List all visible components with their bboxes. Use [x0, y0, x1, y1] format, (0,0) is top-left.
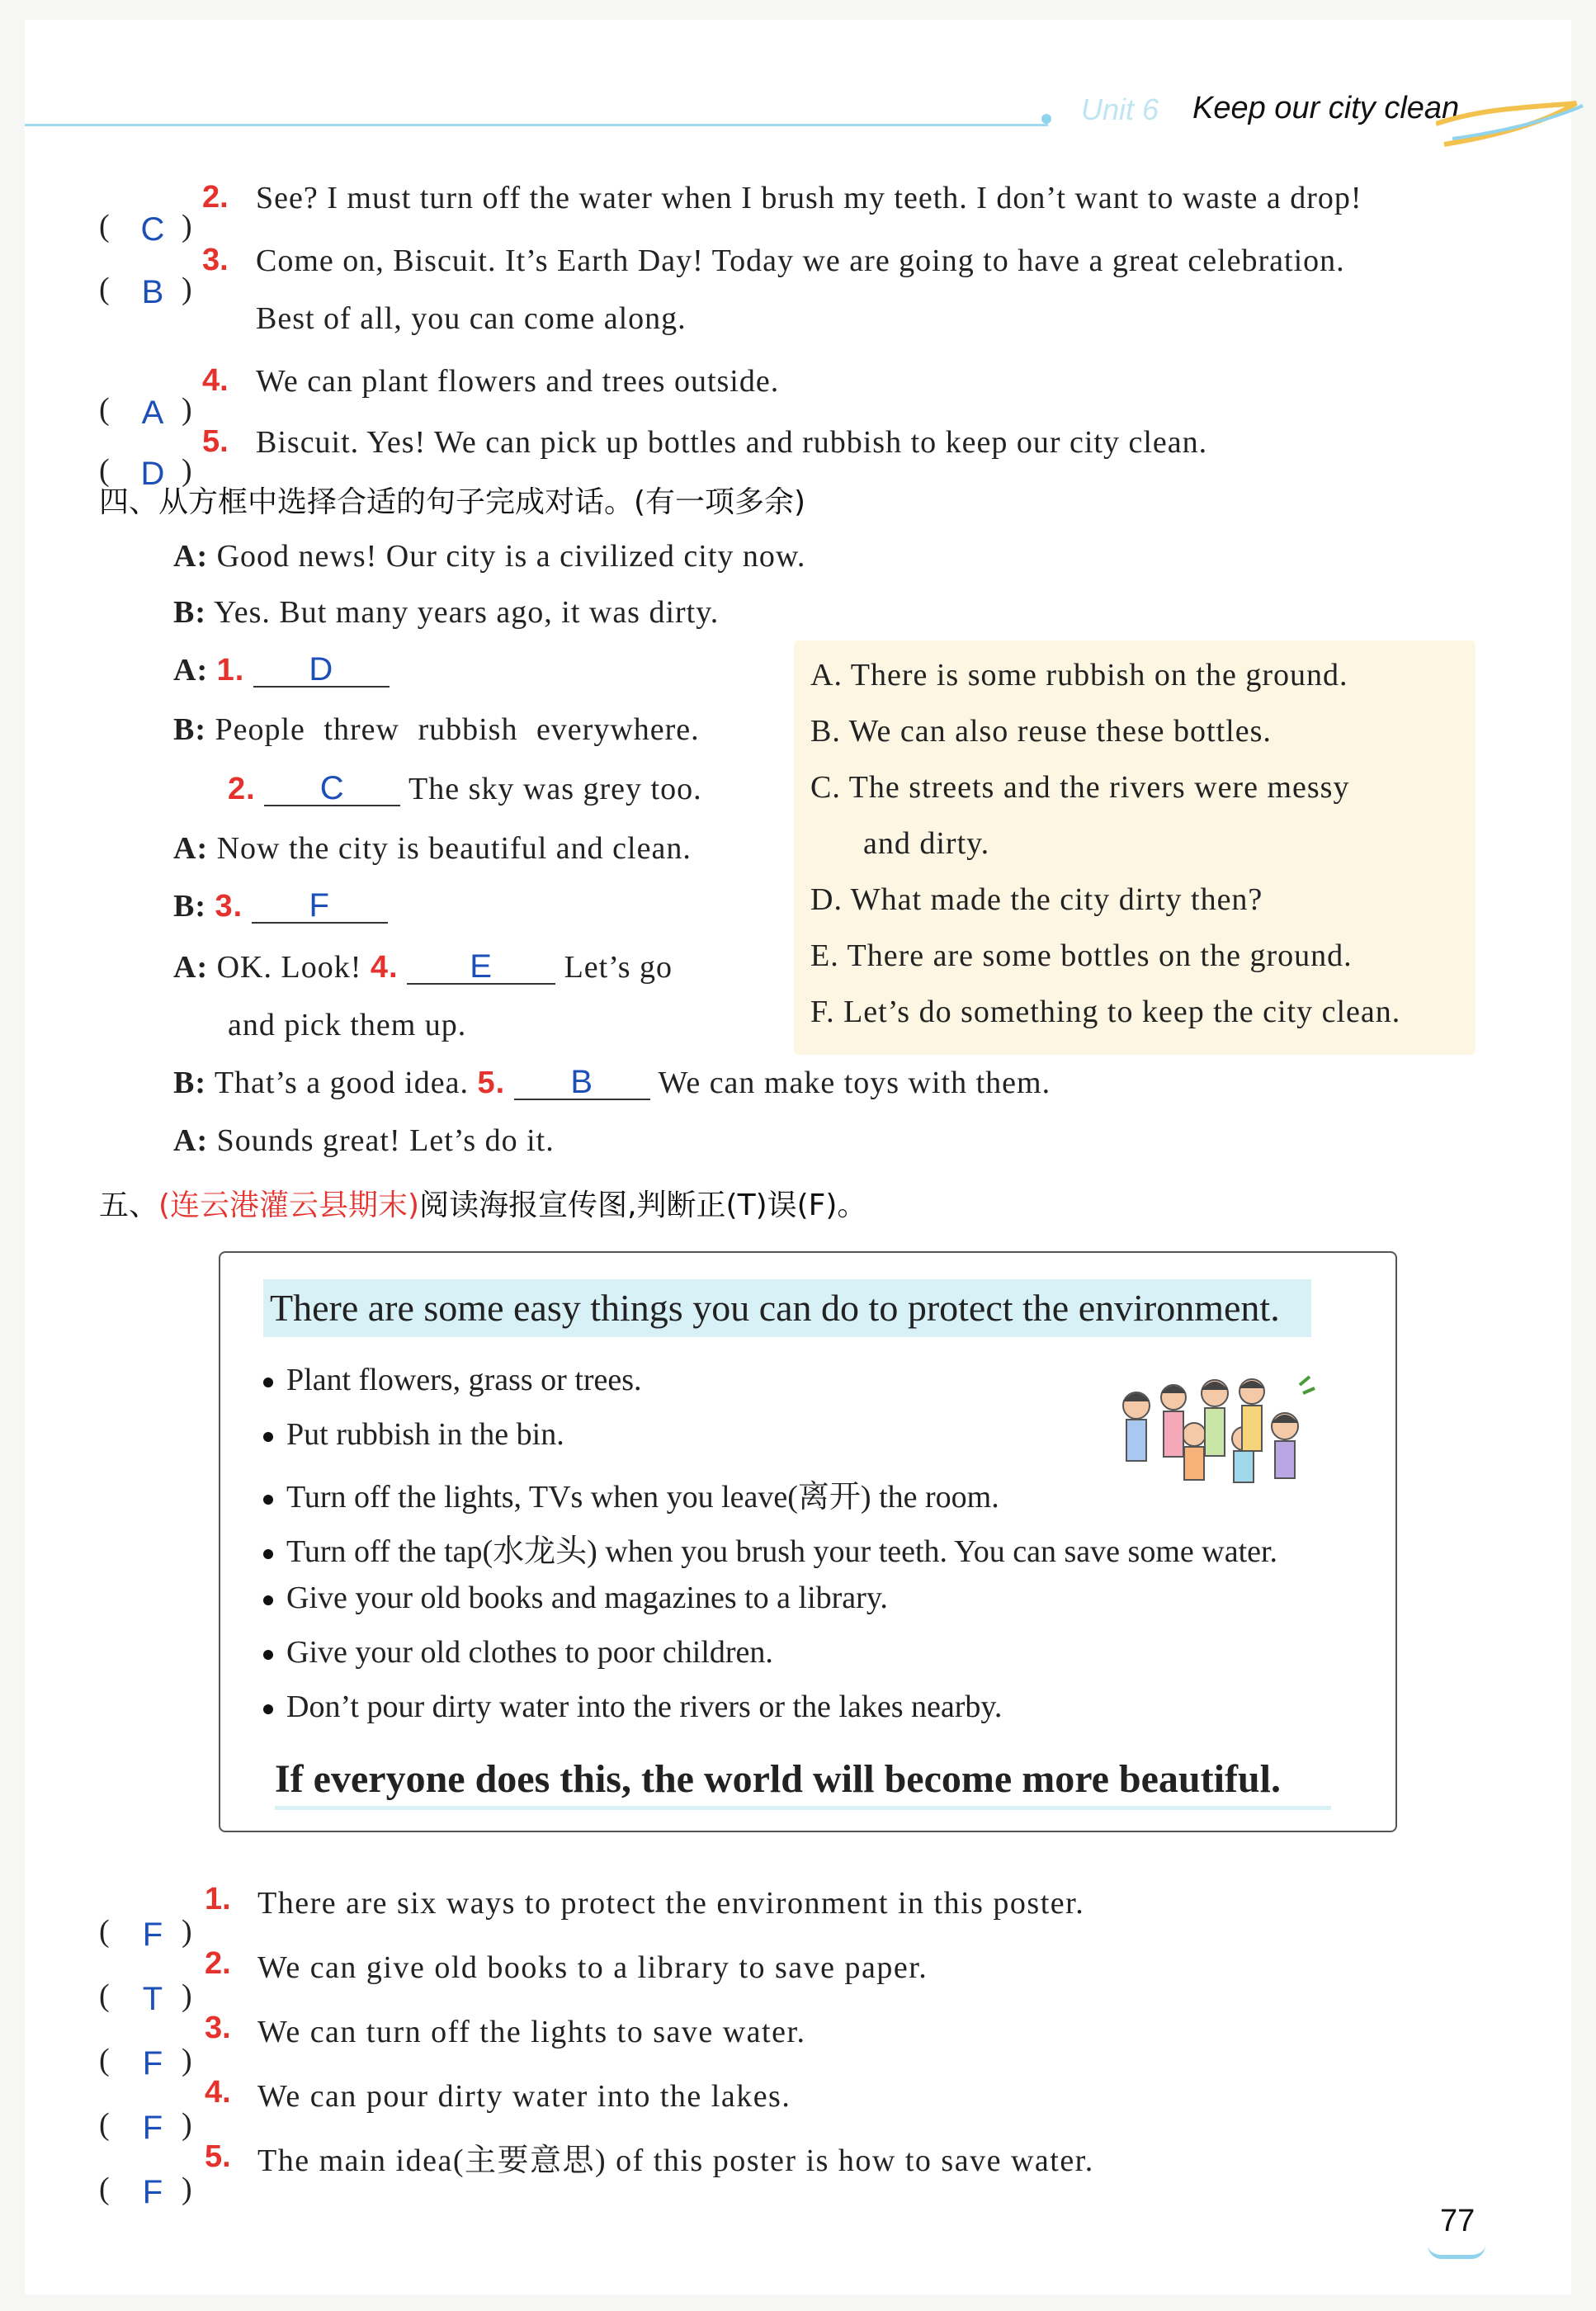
answer-mark: F [142, 1916, 163, 1953]
dialogue-line [173, 1065, 1051, 1101]
dialogue-line [173, 1122, 555, 1159]
speaker: B: [173, 1066, 206, 1100]
part5-item: ( F ) [99, 2043, 192, 2082]
unit-label: Unit 6 [1081, 92, 1159, 126]
item-text: Come on, Biscuit. It’s Earth Day! Today we are going to have a great celebration. [256, 243, 1345, 278]
option-a: A. There is some rubbish on the ground. [810, 658, 1348, 692]
dialogue-line [173, 830, 692, 867]
children-illustration-icon [1112, 1368, 1318, 1509]
dialogue-text: That’s a good idea. [214, 1066, 469, 1100]
speaker: A: [173, 831, 209, 866]
dialogue-line [173, 538, 805, 574]
dialogue-line [173, 888, 388, 924]
section-5-heading [99, 1182, 866, 1224]
part5-item: ( F ) [99, 1914, 192, 1953]
item-number: 5. [202, 424, 229, 459]
footer-highlight [275, 1806, 1331, 1810]
header-swoosh-icon [1436, 99, 1584, 149]
option-f: F. Let’s do something to keep the city clean. [810, 995, 1401, 1029]
answer-mark: F [142, 2110, 163, 2146]
item-number: 2. [202, 180, 229, 215]
part3-item: ( A ) [99, 392, 192, 431]
speaker: A: [173, 950, 209, 985]
option-e: E. There are some bottles on the ground. [810, 938, 1353, 973]
item-text: See? I must turn off the water when I brush my teeth. I don’t want to waste a drop! [256, 181, 1362, 215]
page-number-swoosh-icon [1428, 2245, 1485, 2259]
item-number: 4. [202, 363, 229, 398]
item-text: Biscuit. Yes! We can pick up bottles and rubbish to keep our city clean. [256, 425, 1208, 460]
item-text: We can plant flowers and trees outside. [256, 364, 780, 399]
poster-bullet: Give your old books and magazines to a library. [263, 1580, 888, 1616]
bullet-icon [263, 1378, 273, 1387]
poster-footer: If everyone does this, the world will become more beautiful. [275, 1757, 1281, 1801]
poster [219, 1251, 1397, 1832]
dialogue-text: Sounds great! Let’s do it. [216, 1123, 555, 1158]
answer-blank: D [253, 653, 390, 688]
item-text: The main idea(主要意思) of this poster is how to save water. [257, 2143, 1094, 2178]
header-rule [25, 124, 1048, 126]
part3-item: ( D ) [99, 453, 192, 492]
item-text: We can turn off the lights to save water. [257, 2015, 806, 2049]
blank-number: 4. [370, 950, 399, 985]
poster-bullet: Don’t pour dirty water into the rivers or the lakes nearby. [263, 1689, 1002, 1725]
section-4-heading: 四、从方框中选择合适的句子完成对话。(有一项多余) [99, 485, 806, 519]
dialogue-text: Good news! Our city is a civilized city now. [216, 539, 806, 574]
poster-bullet: Give your old clothes to poor children. [263, 1634, 773, 1671]
item-text: There are six ways to protect the environment in this poster. [257, 1886, 1085, 1921]
blank-number: 5. [477, 1066, 506, 1100]
bullet-icon [263, 1704, 273, 1714]
item-number: 4. [205, 2075, 231, 2110]
dialogue-text: We can make toys with them. [658, 1066, 1051, 1100]
speaker: A: [173, 539, 209, 574]
part5-item: ( F ) [99, 2172, 192, 2210]
dialogue-line [173, 949, 673, 985]
dialogue-line [228, 771, 702, 807]
blank-number: 3. [215, 889, 243, 924]
option-c-continued: and dirty. [863, 826, 990, 861]
poster-title: There are some easy things you can do to protect the environment. [263, 1279, 1311, 1337]
dialogue-text: Yes. But many years ago, it was dirty. [214, 595, 720, 630]
page-number: 77 [1440, 2204, 1476, 2238]
speaker: A: [173, 653, 209, 688]
speaker: B: [173, 712, 206, 747]
bullet-icon [263, 1495, 273, 1505]
answer-blank: C [264, 772, 400, 806]
item-text-continued: Best of all, you can come along. [256, 301, 687, 336]
answer-mark: T [142, 1981, 163, 2017]
part5-item: ( T ) [99, 1978, 192, 2017]
answer-blank: F [252, 889, 388, 924]
bullet-icon [263, 1549, 273, 1559]
answer-mark: D [140, 456, 165, 492]
answer-blank: B [514, 1066, 650, 1100]
dialogue-line: and pick them up. [228, 1008, 467, 1042]
item-text: We can pour dirty water into the lakes. [257, 2079, 791, 2114]
option-d: D. What made the city dirty then? [810, 882, 1263, 917]
bullet-icon [263, 1595, 273, 1605]
section-prefix: 五、 [99, 1189, 159, 1222]
answer-mark: C [140, 211, 165, 248]
answer-mark: A [141, 395, 164, 431]
dialogue-text: Let’s go [564, 950, 673, 985]
speaker: B: [173, 595, 206, 630]
dialogue-text: Now the city is beautiful and clean. [216, 831, 692, 866]
poster-bullet: Turn off the tap(水龙头) when you brush your teeth. You can save some water. [263, 1525, 1277, 1571]
speaker: A: [173, 1123, 209, 1158]
section-instruction: 阅读海报宣传图,判断正(T)误(F)。 [419, 1189, 867, 1222]
item-number: 5. [205, 2139, 231, 2174]
dialogue-line [173, 594, 719, 631]
poster-bullet: Plant flowers, grass or trees. [263, 1362, 642, 1398]
item-number: 3. [205, 2011, 231, 2045]
part3-item: ( C ) [99, 209, 192, 248]
poster-bullet: Put rubbish in the bin. [263, 1416, 564, 1453]
dialogue-text: People threw rubbish everywhere. [215, 712, 700, 747]
bullet-icon [263, 1650, 273, 1660]
dialogue-text: The sky was grey too. [408, 772, 702, 806]
speaker: B: [173, 889, 206, 924]
blank-number: 1. [216, 653, 245, 688]
answer-mark: F [142, 2045, 163, 2082]
dialogue-line [173, 652, 390, 688]
part5-item: ( F ) [99, 2107, 192, 2146]
option-b: B. We can also reuse these bottles. [810, 714, 1272, 749]
blank-number: 2. [228, 772, 256, 806]
bullet-icon [263, 1432, 273, 1442]
unit-title: Keep our city clean [1192, 91, 1460, 125]
header-dot-icon [1041, 114, 1051, 124]
dialogue-text: OK. Look! [216, 950, 362, 985]
item-text: We can give old books to a library to save paper. [257, 1950, 928, 1985]
item-number: 1. [205, 1882, 231, 1916]
option-c: C. The streets and the rivers were messy [810, 770, 1350, 805]
options-box [794, 640, 1476, 1055]
dialogue-line [173, 711, 700, 748]
section-source: (连云港灌云县期末) [158, 1189, 420, 1222]
answer-mark: B [141, 274, 164, 310]
answer-blank: E [407, 950, 555, 985]
item-number: 3. [202, 243, 229, 277]
answer-mark: F [142, 2174, 163, 2210]
item-number: 2. [205, 1946, 231, 1981]
part3-item: ( B ) [99, 272, 192, 310]
poster-bullet: Turn off the lights, TVs when you leave(离开) the room. [263, 1471, 999, 1516]
